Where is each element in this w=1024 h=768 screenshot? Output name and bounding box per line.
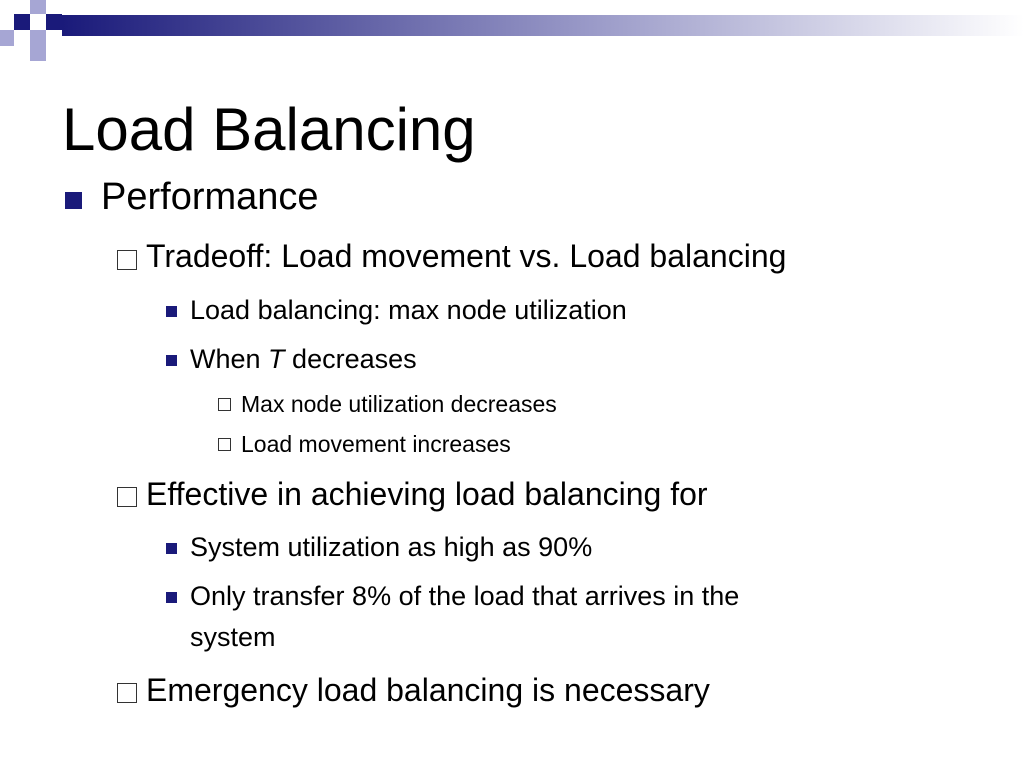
header-square-light: [30, 30, 46, 46]
when-t-suffix: decreases: [284, 344, 417, 374]
level4-bullet: [218, 398, 231, 411]
level3-bullet: [166, 355, 177, 366]
level2-item-tradeoff: Tradeoff: Load movement vs. Load balancing: [146, 238, 787, 274]
header-square-light: [30, 46, 46, 61]
level3-bullet: [166, 543, 177, 554]
level3-item-only-transfer-line1: Only transfer 8% of the load that arrives in the: [190, 581, 740, 611]
header-decoration: [0, 0, 1024, 64]
level3-item-when-t: [190, 342, 417, 376]
level2-item-effective: Effective in achieving load balancing for: [146, 476, 708, 512]
when-t-variable: T: [268, 344, 285, 374]
level4-bullet: [218, 438, 231, 451]
level2-item-emergency: Emergency load balancing is necessary: [146, 672, 710, 708]
level3-bullet: [166, 306, 177, 317]
header-square-dark: [46, 14, 62, 30]
level3-bullet: [166, 592, 177, 603]
header-square-light: [0, 30, 14, 46]
header-square-dark: [14, 14, 30, 30]
level4-item-load-inc: Load movement increases: [241, 431, 511, 457]
header-gradient-bar: [62, 15, 1024, 36]
level4-item-max-dec: Max node utilization decreases: [241, 391, 557, 417]
level3-item-lb-max: Load balancing: max node utilization: [190, 295, 627, 325]
when-t-prefix: When: [190, 344, 269, 374]
level2-bullet: [117, 250, 137, 270]
level3-item-sys-util: System utilization as high as 90%: [190, 532, 593, 562]
level2-bullet: [117, 683, 137, 703]
level1-bullet: [65, 192, 82, 209]
level1-item-performance: Performance: [101, 176, 319, 218]
level3-item-only-transfer-line2: system: [190, 622, 276, 652]
header-square-light: [30, 0, 46, 14]
level2-bullet: [117, 487, 137, 507]
slide-title: Load Balancing: [62, 96, 476, 163]
